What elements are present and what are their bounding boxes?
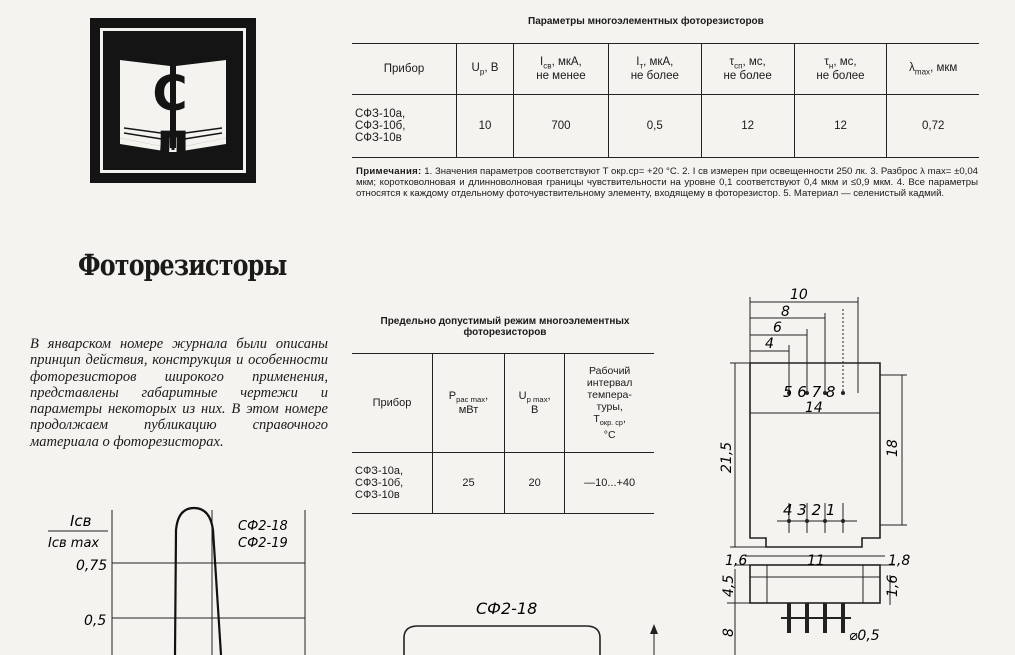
cell-light-current: 700 xyxy=(513,95,608,158)
dimension-drawing xyxy=(705,285,1010,655)
cell-lambda: 0,72 xyxy=(887,95,979,158)
dim-18: 18 xyxy=(885,439,901,457)
dim-21-5: 21,5 xyxy=(719,441,735,473)
table1-caption: Параметры многоэлементных фоторезисторов xyxy=(528,16,764,27)
table-row xyxy=(352,453,654,514)
pins-bottom: 4 3 2 1 xyxy=(783,501,836,519)
cell-voltage: 10 xyxy=(457,95,514,158)
parameters-table xyxy=(352,43,979,158)
header-light-current: $I_{св}$, мкА, не менее xyxy=(513,44,608,95)
notes-label: Примечания: xyxy=(356,166,422,177)
tick-075: 0,75 xyxy=(76,558,108,574)
notes-text: 1. Значения параметров соответствуют T окр.ср= +20 °С. 2. I св измерен при освещенности 250 лк. 3. Разброс λ max= ±0,04 мкм; коротковолновая и длинноволновая границы чувствительности на уровне 0,1 соответствуют 0,4 мкм и ≤0,9 мкм. 4. Все параметры относятся к каждому отдельному фоточувствительному элементу, входящему в фоторезистор. 5. Материал — селенистый кадмий. xyxy=(356,166,979,199)
dim-8-pins: 8 xyxy=(721,628,737,637)
header-device: Прибор xyxy=(352,354,433,453)
dim-4-5: 4,5 xyxy=(721,574,737,597)
header-voltage: $U_{р max}$, В xyxy=(504,354,564,453)
sf2-18-drawing xyxy=(390,590,680,655)
dim-11: 11 xyxy=(807,553,825,569)
dim-1-8: 1,8 xyxy=(888,553,911,569)
dim-8: 8 xyxy=(781,304,790,320)
header-rise-time: $\tau_{сп}$, мс, не более xyxy=(701,44,794,95)
cell-fall-time: 12 xyxy=(794,95,887,158)
ylabel-numerator: Iсв xyxy=(70,512,92,530)
dim-pin-diameter: ⌀0,5 xyxy=(849,628,880,644)
pins-top: 5 6 7 8 xyxy=(783,383,836,401)
dim-10: 10 xyxy=(790,287,808,303)
legend-sf2-19: СФ2-19 xyxy=(238,536,288,551)
dim-6: 6 xyxy=(773,320,782,336)
intro-paragraph: В январском номере журнала были описаны принцип действия, конструкция и особенности фоторезисторов широкого применения, представлены габаритные чертежи и параметры некоторых из них. В этом номере продолжаем публикацию справочного материала о фоторезисторах. xyxy=(30,336,328,450)
table-row xyxy=(352,95,979,158)
cell-devices: СФЗ-10а, СФЗ-10б, СФЗ-10в xyxy=(352,453,433,514)
ylabel-denominator: Iсв max xyxy=(48,536,100,551)
table-header-row xyxy=(352,44,979,95)
header-lambda: $\lambda_{max}$, мкм xyxy=(887,44,979,95)
tick-05: 0,5 xyxy=(84,613,107,629)
cell-power: 25 xyxy=(433,453,505,514)
cell-temp-range: —10...+40 xyxy=(565,453,654,514)
header-device: Прибор xyxy=(352,44,457,95)
dim-14: 14 xyxy=(805,400,823,416)
header-fall-time: $\tau_н$, мс, не более xyxy=(794,44,887,95)
drawing-label: СФ2-18 xyxy=(476,599,538,618)
dim-1-6-left: 1,6 xyxy=(725,553,748,569)
legend-sf2-18: СФ2-18 xyxy=(238,519,288,534)
cell-dark-current: 0,5 xyxy=(608,95,701,158)
cell-rise-time: 12 xyxy=(701,95,794,158)
header-temperature: Рабочий интервал темпера- туры, $T_{окр. ср}$, °С xyxy=(565,354,654,453)
cell-voltage: 20 xyxy=(504,453,564,514)
table1-notes xyxy=(356,167,978,199)
table-header-row xyxy=(352,354,654,453)
magazine-logo xyxy=(90,18,256,183)
dim-4: 4 xyxy=(765,336,774,352)
header-voltage: $U_р$, В xyxy=(457,44,514,95)
limits-table xyxy=(352,353,654,514)
header-power: $P_{рас max}$, мВт xyxy=(433,354,505,453)
dim-1-6-right: 1,6 xyxy=(885,574,901,597)
table2-caption: Предельно допустимый режим многоэлементных фоторезисторов xyxy=(380,316,630,338)
cell-devices: СФЗ-10а, СФЗ-10б, СФЗ-10в xyxy=(352,95,457,158)
spectral-graph xyxy=(40,500,330,655)
response-curve xyxy=(175,508,221,655)
page-title: Фоторезисторы xyxy=(78,248,287,282)
header-dark-current: $I_т$, мкА, не более xyxy=(608,44,701,95)
logo-letters: С Л xyxy=(150,66,196,178)
